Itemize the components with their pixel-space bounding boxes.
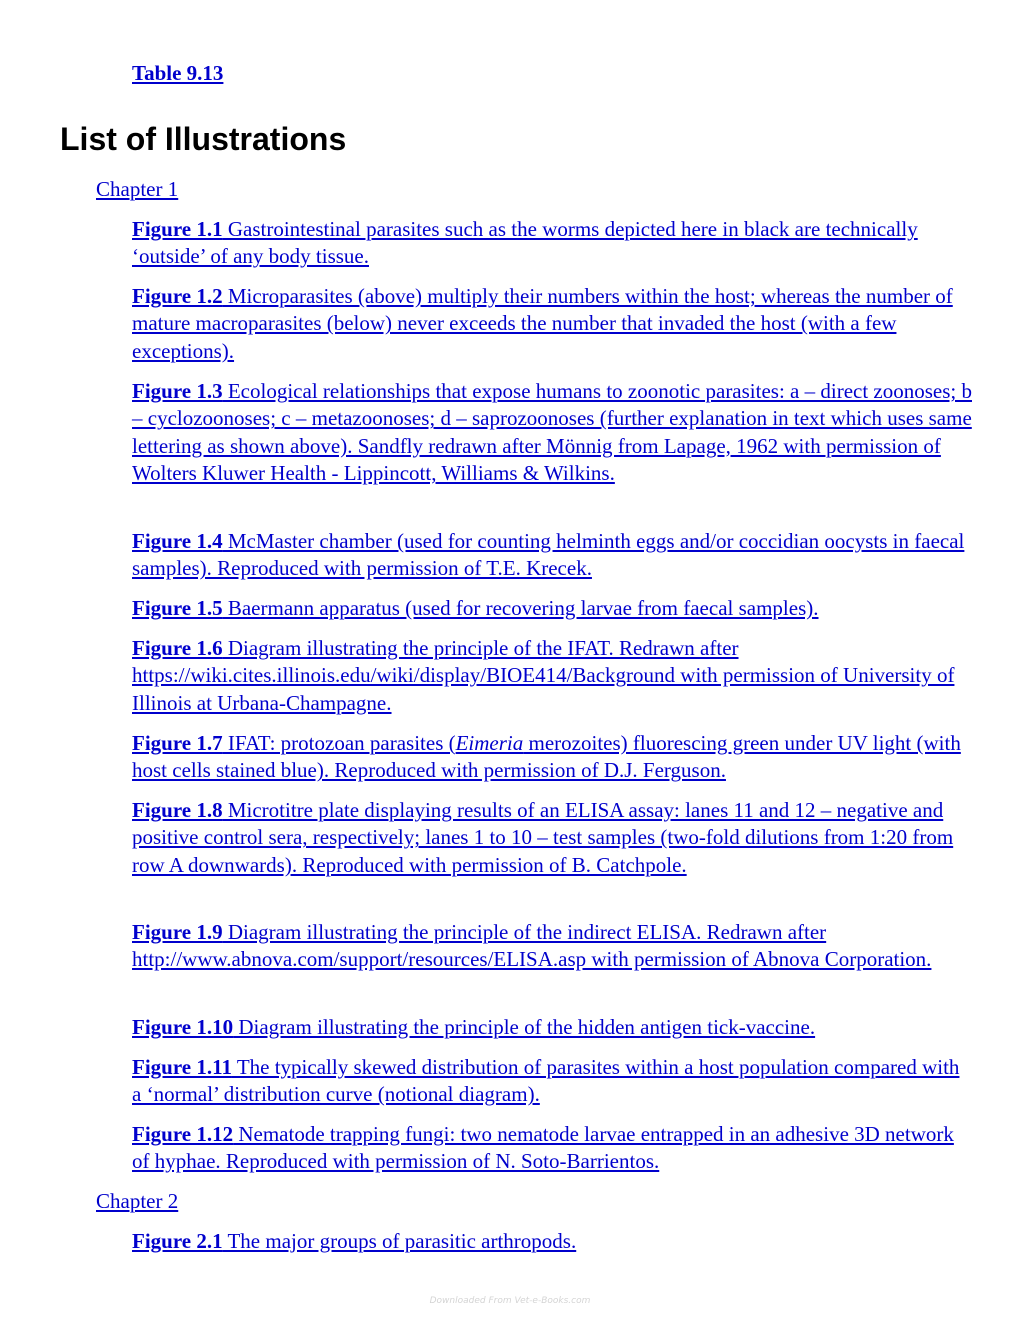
figure-1-4-link[interactable]: [132, 529, 964, 580]
list-item-figure-1-6: [132, 635, 972, 717]
list-item-figure-1-10: [132, 1014, 972, 1041]
figure-caption: The major groups of parasitic arthropods.: [222, 1229, 577, 1253]
figure-caption: Microparasites (above) multiply their numbers within the host; whereas the number of mature macroparasites (below) never exceeds the number that invaded the host (with a few exceptions).: [132, 284, 953, 363]
list-item-figure-1-9: [132, 919, 972, 974]
list-item-figure-1-3: [132, 378, 972, 488]
figure-number: Figure 1.1: [132, 217, 223, 241]
figure-number: Figure 1.11: [132, 1055, 232, 1079]
figure-number: Figure 1.6: [132, 636, 223, 660]
list-item-figure-1-8: [132, 797, 972, 879]
list-item-figure-2-1: [132, 1228, 972, 1255]
figure-number: Figure 1.4: [132, 529, 223, 553]
figure-caption: merozoites) fluorescing green under UV light (with host cells stained blue). Reproduced with permission of D.J. Ferguson.: [132, 731, 961, 783]
figure-caption: Diagram illustrating the principle of the IFAT. Redrawn after https://wiki.cites.illinois.edu/wiki/display/BIOE414/Background with permission of University of Illinois at Urbana-Champagne.: [132, 636, 955, 715]
figure-number: Figure 1.5: [132, 596, 223, 620]
figure-1-6-link[interactable]: [132, 636, 954, 715]
figure-number: Figure 2.1: [132, 1229, 223, 1253]
chapter-2-link[interactable]: Chapter 2: [96, 1189, 179, 1213]
figure-1-8-link[interactable]: [132, 798, 953, 877]
figure-caption: Nematode trapping fungi: two nematode larvae entrapped in an adhesive 3D network of hyphae. Reproduced with permission of N. Soto-Barrientos.: [132, 1122, 954, 1174]
figure-caption-italic: Eimeria: [455, 731, 524, 755]
list-item-figure-1-7: [132, 730, 972, 785]
figure-caption: IFAT: protozoan parasites (: [222, 731, 456, 755]
figure-number: Figure 1.10: [132, 1015, 234, 1039]
figure-1-5-link[interactable]: [132, 596, 819, 620]
figure-caption: Gastrointestinal parasites such as the worms depicted here in black are technically ‘outside’ of any body tissue.: [132, 217, 918, 269]
chapter-1-link[interactable]: Chapter 1: [96, 177, 179, 201]
figure-1-12-link[interactable]: [132, 1122, 954, 1173]
figure-number: Figure 1.2: [132, 284, 223, 308]
page-heading: List of Illustrations: [60, 121, 347, 157]
figure-number: Figure 1.12: [132, 1122, 234, 1146]
table-9-13-link[interactable]: Table 9.13: [132, 61, 224, 85]
list-item-figure-1-1: [132, 216, 972, 271]
figure-1-7-link[interactable]: [132, 731, 961, 782]
figure-caption: The typically skewed distribution of parasites within a host population compared with a ‘normal’ distribution curve (notional diagram).: [132, 1055, 960, 1107]
figure-caption: Diagram illustrating the principle of the hidden antigen tick-vaccine.: [233, 1015, 816, 1039]
list-item-figure-1-2: [132, 283, 972, 365]
figure-number: Figure 1.7: [132, 731, 223, 755]
figure-number: Figure 1.3: [132, 379, 223, 403]
figure-caption: Baermann apparatus (used for recovering larvae from faecal samples).: [222, 596, 819, 620]
figure-1-9-link[interactable]: [132, 920, 931, 971]
watermark: Downloaded From Vet-e-Books.com: [429, 1296, 591, 1306]
list-item-figure-1-12: [132, 1121, 972, 1176]
figure-number: Figure 1.8: [132, 798, 223, 822]
figure-1-1-link[interactable]: [132, 217, 918, 268]
figure-caption: Microtitre plate displaying results of an ELISA assay: lanes 11 and 12 – negative and positive control sera, respectively; lanes 1 to 10 – test samples (two-fold dilutions from 1:20 from row A downwards). Reproduced with permission of B. Catchpole.: [132, 798, 954, 877]
list-item-figure-1-4: [132, 528, 972, 583]
figure-1-3-link[interactable]: [132, 379, 972, 485]
figure-1-2-link[interactable]: [132, 284, 953, 363]
list-item-figure-1-5: [132, 595, 972, 622]
figure-caption: Ecological relationships that expose humans to zoonotic parasites: a – direct zoonoses; b – cyclozoonoses; c – metazoonoses; d – saprozoonoses (further explanation in text which uses same lettering as shown above). Sandfly redrawn after Mönnig from Lapage, 1962 with permission of Wolters Kluwer Health - Lippincott, Williams & Wilkins.: [132, 379, 972, 486]
figure-2-1-link[interactable]: [132, 1229, 576, 1253]
figure-1-10-link[interactable]: [132, 1015, 815, 1039]
list-item-figure-1-11: [132, 1054, 972, 1109]
figure-1-11-link[interactable]: [132, 1055, 959, 1106]
figure-caption: Diagram illustrating the principle of the indirect ELISA. Redrawn after http://www.abnova.com/support/resources/ELISA.asp with permission of Abnova Corporation.: [132, 920, 932, 972]
figure-caption: McMaster chamber (used for counting helminth eggs and/or coccidian oocysts in faecal samples). Reproduced with permission of T.E. Krecek.: [132, 529, 965, 581]
figure-number: Figure 1.9: [132, 920, 223, 944]
